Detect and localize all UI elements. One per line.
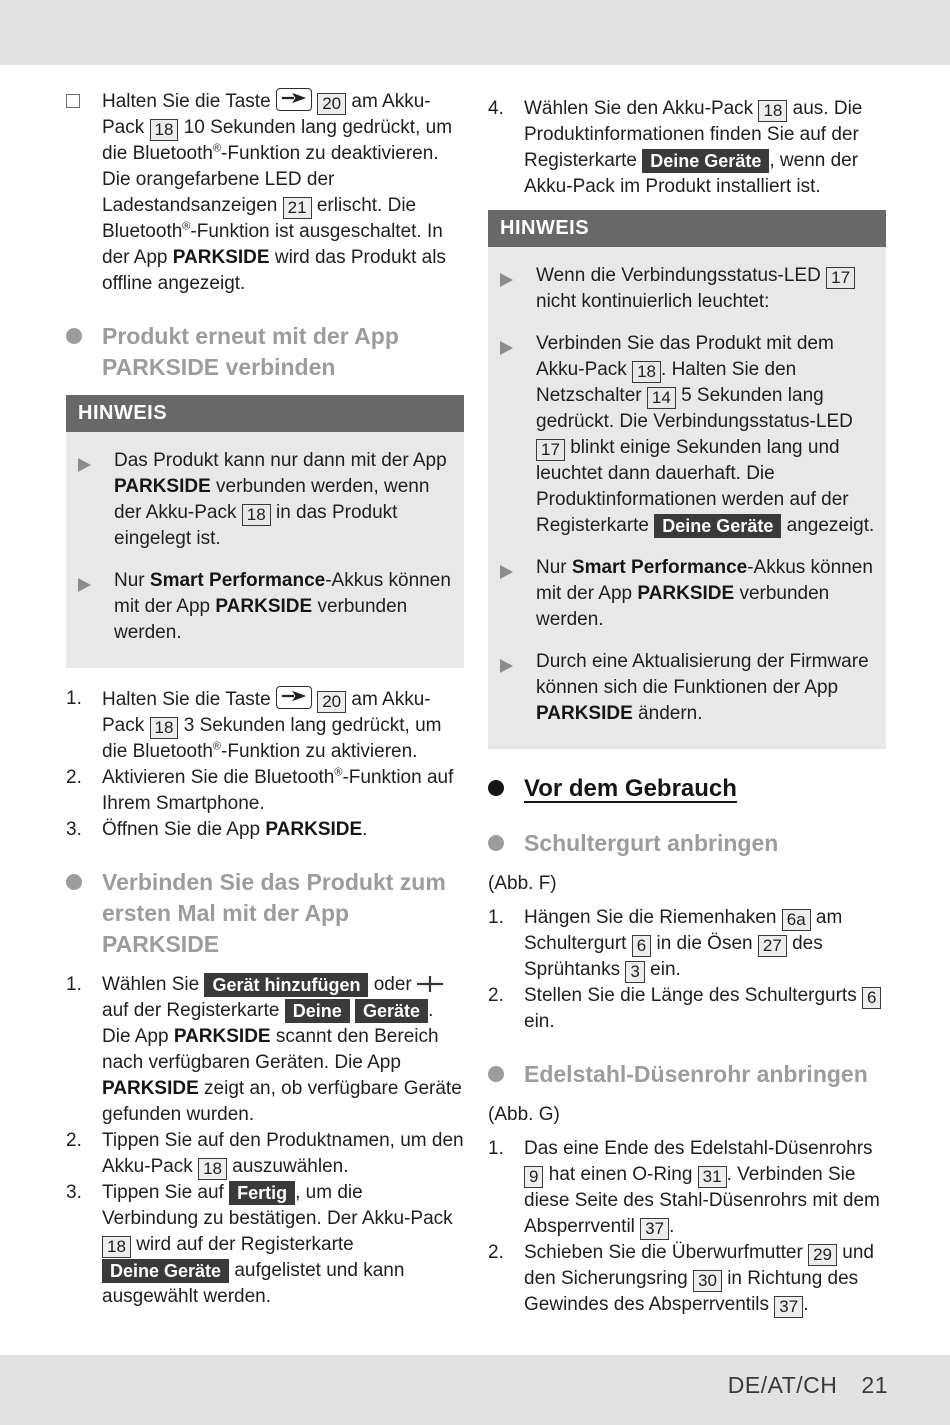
notice-item-marker — [500, 555, 536, 587]
notice-title: HINWEIS — [500, 217, 590, 239]
part-ref-badge: 30 — [693, 1270, 722, 1292]
list-item-text: Tippen Sie auf den Produktnamen, um den Akku-Pack 18 auszuwählen. — [102, 1130, 464, 1178]
list-item-number: 2. — [66, 1130, 82, 1151]
list-item-number: 2. — [488, 1242, 504, 1263]
page-footer — [728, 1372, 888, 1399]
section-heading-text: Vor dem Gebrauch — [524, 775, 737, 802]
footer-region-label: DE/AT/CH — [727, 1372, 838, 1398]
part-ref-badge: 18 — [198, 1158, 227, 1180]
notice-item — [488, 263, 876, 315]
list-item — [488, 983, 886, 1035]
notice-box — [66, 395, 464, 668]
registered-trademark: ® — [182, 220, 191, 233]
part-ref-badge: 9 — [524, 1166, 543, 1188]
notice-item-marker — [500, 331, 536, 363]
notice-box — [488, 210, 886, 749]
bold-text: PARKSIDE — [215, 596, 313, 617]
app-ui-label-chip: Deine Geräte — [642, 149, 769, 173]
check-item-text: Halten Sie die Taste 20 am Akku-Pack 18 10 Sekunden lang gedrückt, um die Bluetooth®-Funktion zu deaktivieren. Die orangefarbene LED der Ladestandsanzeigen 21 erlischt. Die Bluetooth®-Funktion ist ausgeschaltet. In der App PARKSIDE wird das Produkt als offline angezeigt. — [102, 88, 464, 297]
section-heading-text: Edelstahl-Düsenrohr anbringen — [524, 1061, 868, 1087]
triangle-right-icon — [500, 273, 513, 287]
circle-bullet-icon — [66, 874, 82, 890]
list-item-text: Aktivieren Sie die Bluetooth®-Funktion auf Ihrem Smartphone. — [102, 766, 454, 814]
left-column — [66, 88, 464, 1310]
triangle-right-icon — [78, 458, 91, 472]
list-item-text: Das eine Ende des Edelstahl-Düsenrohrs 9 hat einen O-Ring 31 . Verbinden Sie diese Seite des Stahl-Düsenrohrs mit dem Absperrventil 37 . — [524, 1138, 880, 1238]
part-ref-badge: 18 — [150, 119, 179, 141]
part-ref-badge: 20 — [317, 93, 346, 115]
list-item-number: 1. — [66, 974, 82, 995]
part-ref-badge: 37 — [640, 1218, 669, 1240]
notice-item-text: Wenn die Verbindungsstatus-LED 17 nicht kontinuierlich leuchtet: — [536, 263, 876, 315]
app-ui-label-chip: Deine Geräte — [102, 1259, 229, 1283]
list-item-number: 2. — [66, 767, 82, 788]
notice-item — [66, 448, 454, 552]
registered-trademark: ® — [212, 740, 222, 753]
notice-body — [66, 432, 464, 668]
list-item-number: 3. — [66, 819, 82, 840]
list-item-number: 2. — [488, 985, 504, 1006]
notice-title: HINWEIS — [78, 402, 168, 424]
part-ref-badge: 27 — [758, 935, 787, 957]
triangle-right-icon — [500, 659, 513, 673]
bold-text: PARKSIDE — [265, 819, 363, 840]
circle-bullet-icon — [488, 780, 504, 796]
section-heading — [488, 828, 886, 859]
list-item-text: Öffnen Sie die App PARKSIDE. — [102, 819, 368, 840]
page-top-band — [0, 0, 950, 65]
app-ui-label-chip: Geräte — [355, 999, 428, 1023]
list-item — [488, 96, 886, 200]
heading-marker — [488, 1059, 524, 1090]
bold-text: PARKSIDE — [173, 1026, 271, 1047]
bold-text: PARKSIDE — [114, 476, 211, 497]
list-item — [66, 765, 464, 817]
notice-item-text: Verbinden Sie das Produkt mit dem Akku-Pack 18 . Halten Sie den Netzschalter 14 5 Sekunden lang gedrückt. Die Verbindungsstatus-LED 17 blinkt einige Sekunden lang und leuchtet dann dauerhaft. Die Produktinformationen werden auf der Registerkarte Deine Geräte angezeigt. — [536, 333, 875, 536]
part-ref-badge: 18 — [150, 717, 179, 739]
section-heading-text: Verbinden Sie das Produkt zum ersten Mal mit der App PARKSIDE — [102, 869, 446, 957]
notice-item — [488, 331, 876, 539]
notice-item-text: Durch eine Aktualisierung der Firmware können sich die Funktionen der App PARKSIDE ändern. — [536, 651, 869, 724]
notice-item — [488, 555, 876, 633]
part-ref-badge: 37 — [774, 1296, 803, 1318]
triangle-right-icon — [500, 565, 513, 579]
part-ref-badge: 6 — [632, 935, 651, 957]
check-item — [66, 88, 464, 297]
list-item-number: 1. — [488, 907, 504, 928]
ordered-list — [66, 686, 464, 843]
notice-header — [66, 395, 464, 432]
registered-trademark: ® — [334, 766, 343, 779]
part-ref-badge: 20 — [317, 691, 346, 713]
list-item-text: Wählen Sie Gerät hinzufügen oder auf der Registerkarte Deine Geräte . Die App PARKSIDE scannt den Bereich nach verfügbaren Geräten. Die App PARKSIDE zeigt an, ob verfügbare Geräte gefunden wurden. — [102, 974, 462, 1125]
ordered-list — [488, 1136, 886, 1318]
list-item — [66, 1128, 464, 1180]
circle-bullet-icon — [66, 328, 82, 344]
notice-item-marker — [500, 263, 536, 295]
arrow-button-icon — [276, 686, 312, 709]
notice-item-text: Das Produkt kann nur dann mit der App PARKSIDE verbunden werden, wenn der Akku-Pack 18 in das Produkt eingelegt ist. — [114, 450, 447, 549]
list-item-text: Stellen Sie die Länge des Schultergurts 6 ein. — [524, 983, 886, 1035]
check-marker — [66, 88, 102, 116]
triangle-right-icon — [500, 341, 513, 355]
part-ref-badge: 21 — [283, 197, 312, 219]
circle-bullet-icon — [488, 835, 504, 851]
list-item-number: 4. — [488, 98, 504, 119]
section-heading — [66, 867, 464, 960]
list-item-text: Halten Sie die Taste 20 am Akku-Pack 18 3 Sekunden lang gedrückt, um die Bluetooth®-Funktion zu aktivieren. — [102, 686, 464, 765]
part-ref-badge: 18 — [102, 1236, 131, 1258]
list-item — [66, 1180, 464, 1310]
app-ui-label-chip: Deine — [285, 999, 350, 1023]
part-ref-badge: 18 — [242, 504, 271, 526]
list-item — [66, 686, 464, 765]
notice-item-text: Nur Smart Performance-Akkus können mit der App PARKSIDE verbunden werden. — [114, 570, 451, 643]
list-item — [488, 1136, 886, 1240]
part-ref-badge: 17 — [536, 439, 565, 461]
list-item-number: 1. — [66, 688, 82, 709]
part-ref-badge: 3 — [625, 961, 644, 983]
list-item-text: Wählen Sie den Akku-Pack 18 aus. Die Produktinformationen finden Sie auf der Registerkarte Deine Geräte , wenn der Akku-Pack im Produkt installiert ist. — [524, 98, 863, 197]
section-heading — [488, 773, 886, 804]
right-column — [488, 88, 886, 1318]
footer-page-number: 21 — [861, 1372, 888, 1398]
bold-text: PARKSIDE — [637, 583, 735, 604]
section-heading-text: Schultergurt anbringen — [524, 830, 779, 856]
part-ref-badge: 6 — [862, 987, 881, 1009]
bold-text: Smart Performance — [149, 570, 326, 591]
arrow-button-icon — [276, 88, 312, 111]
list-item — [66, 817, 464, 843]
section-heading — [66, 321, 464, 383]
part-ref-badge: 29 — [808, 1244, 837, 1266]
notice-item-marker — [500, 649, 536, 681]
part-ref-badge: 14 — [647, 387, 676, 409]
heading-marker — [488, 828, 524, 859]
notice-header — [488, 210, 886, 247]
list-item — [66, 972, 464, 1128]
part-ref-badge: 31 — [698, 1166, 727, 1188]
ordered-list — [66, 972, 464, 1310]
figure-caption: (Abb. F) — [488, 873, 557, 894]
app-ui-label-chip: Deine Geräte — [654, 514, 781, 538]
section-heading-text: Produkt erneut mit der App PARKSIDE verbinden — [102, 323, 399, 380]
checkbox-square-icon — [66, 94, 80, 108]
registered-trademark: ® — [212, 142, 222, 155]
app-ui-label-chip: Fertig — [229, 1181, 295, 1205]
bold-text: PARKSIDE — [172, 247, 270, 268]
section-heading — [488, 1059, 886, 1090]
notice-item — [66, 568, 454, 646]
notice-item-marker — [78, 448, 114, 480]
part-ref-badge: 17 — [826, 267, 855, 289]
list-item-number: 1. — [488, 1138, 504, 1159]
app-ui-label-chip: Gerät hinzufügen — [204, 973, 368, 997]
heading-marker — [488, 773, 524, 804]
circle-bullet-icon — [488, 1066, 504, 1082]
part-ref-badge: 6a — [782, 909, 811, 931]
heading-marker — [66, 867, 102, 898]
notice-item-marker — [78, 568, 114, 600]
part-ref-badge: 18 — [632, 361, 661, 383]
bold-text: Smart Performance — [571, 557, 748, 578]
notice-item-text: Nur Smart Performance-Akkus können mit der App PARKSIDE verbunden werden. — [536, 557, 873, 630]
list-item-text: Hängen Sie die Riemenhaken 6a am Schultergurt 6 in die Ösen 27 des Sprühtanks 3 ein. — [524, 907, 843, 981]
notice-item — [488, 649, 876, 727]
figure-caption: (Abb. G) — [488, 1104, 560, 1125]
ordered-list — [488, 96, 886, 200]
ordered-list — [488, 905, 886, 1035]
part-ref-badge: 18 — [758, 100, 787, 122]
plus-icon — [417, 975, 443, 993]
bold-text: PARKSIDE — [102, 1078, 199, 1099]
list-item — [488, 905, 886, 983]
heading-marker — [66, 321, 102, 352]
notice-body — [488, 247, 886, 749]
triangle-right-icon — [78, 578, 91, 592]
list-item-text: Tippen Sie auf Fertig , um die Verbindung zu bestätigen. Der Akku-Pack 18 wird auf der Registerkarte Deine Geräte aufgelistet und kann ausgewählt werden. — [102, 1182, 453, 1307]
bold-text: PARKSIDE — [536, 703, 633, 724]
list-item-number: 3. — [66, 1182, 82, 1203]
list-item — [488, 1240, 886, 1318]
list-item-text: Schieben Sie die Überwurfmutter 29 und den Sicherungsring 30 in Richtung des Gewindes des Absperrventils 37 . — [524, 1242, 874, 1316]
